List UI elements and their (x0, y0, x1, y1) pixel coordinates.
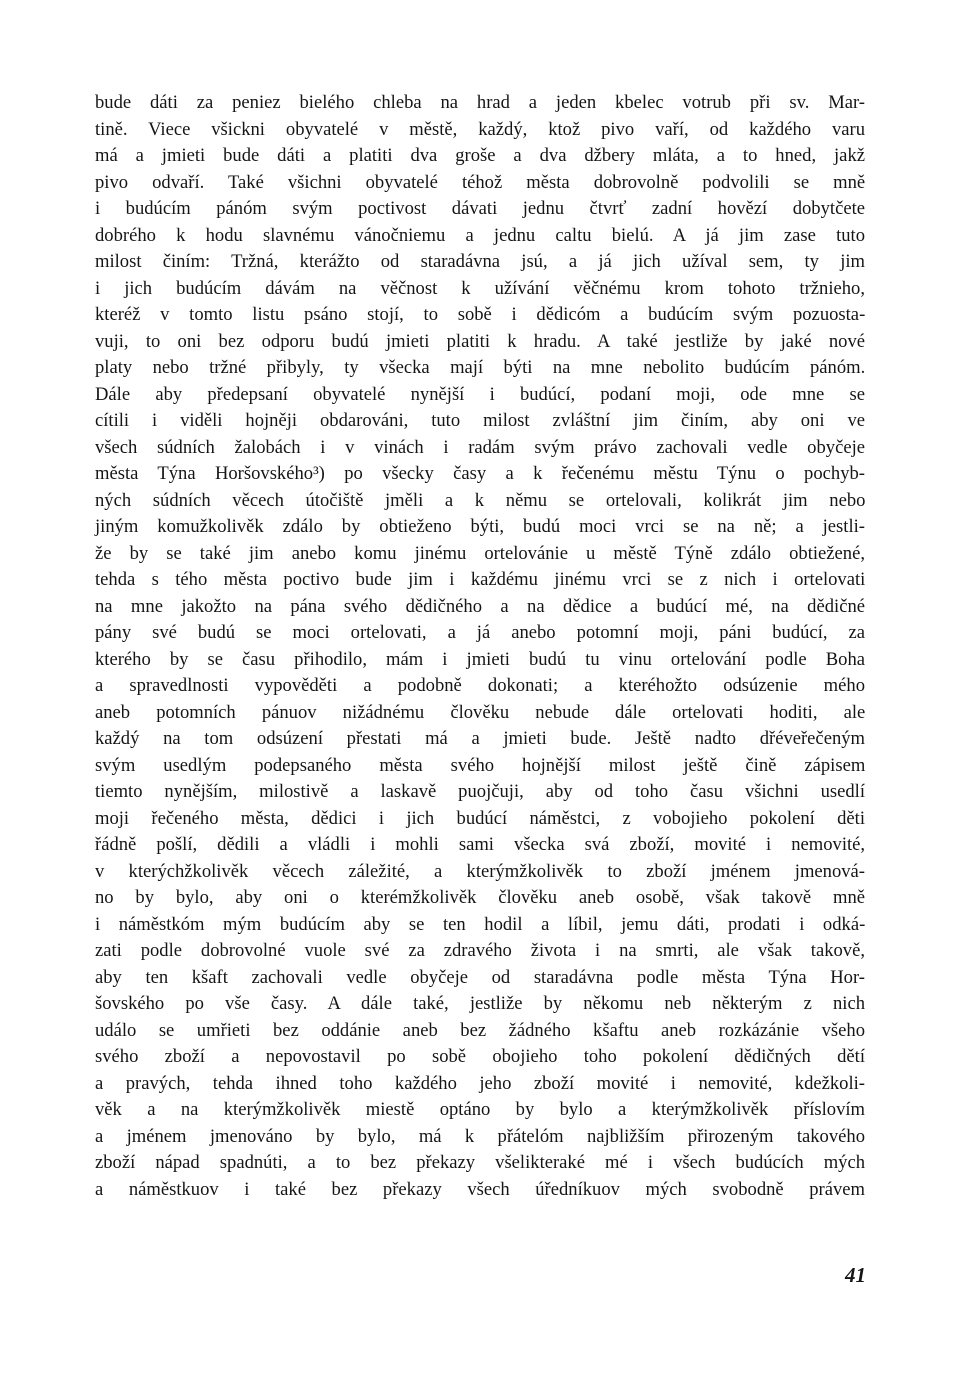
text-line: bude dáti za peniez bielého chleba na hrad a jeden kbelec votrub při sv. Mar- (95, 92, 865, 113)
text-line: vuji, to oni bez odporu budú jmieti platiti k hradu. A také jestliže by jaké nové (95, 330, 865, 352)
text-line: má a jmieti bude dáti a platiti dva groše a dva džbery mláta, a to hned, jakž (95, 145, 865, 166)
text-line: všech súdních žalobách i v vinách i radám svým právo zachovali vedle obyčeje (95, 436, 865, 458)
text-line: kterého by se času přihodilo, mám i jmieti budú tu vinu ortelování podle Boha (95, 648, 865, 670)
text-line: a náměstkuov i také bez překazy všech úředníkuov mých svobodně právem (95, 1178, 865, 1200)
text-line: kteréž v tomto listu psáno stojí, to sobě i dědicóm a budúcím svým pozuosta- (95, 304, 866, 325)
text-line: na mne jakožto na pána svého dědičného a na dědice a budúcí mé, na dědičné (95, 595, 865, 617)
text-line: a spravedlnosti vypověděti a podobně dokonati; a kteréhožto odsúzenie mého (95, 675, 865, 696)
text-line: řádně pošlí, dědili a vládli i mohli sami všecka svá zboží, movité i nemovité, (95, 834, 866, 855)
text-line: a pravých, tehda ihned toho každého jeho zboží movité i nemovité, kdežkoli- (95, 1072, 865, 1094)
text-line: pány své budú se moci ortelovati, a já anebo potomní moji, páni budúcí, za (95, 622, 865, 643)
text-line: každý na tom odsúzení přestati má a jmieti bude. Ještě nadto dřéveřečeným (95, 728, 865, 749)
text-line: tehda s tého města poctivo bude jim i každému jinému vrci se z nich i ortelovati (95, 569, 866, 590)
text-line: i náměstkóm mým budúcím aby se ten hodil a líbil, jemu dáti, prodati i odká- (95, 913, 866, 935)
text-line: moji řečeného města, dědici i jich budúcí náměstci, z vobojieho pokolení děti (95, 807, 865, 829)
text-line: pivo odvaří. Také všichni obyvatelé téhož města dobrovolně podvolili se mně (95, 171, 866, 193)
text-line: šovského po vše časy. A dále také, jestliže by někomu neb některým z nich (95, 993, 865, 1014)
text-line: jiným komužkolivěk zdálo by obtieženo býti, budú moci vrci se na ně; a jestli- (95, 516, 865, 537)
text-line: v kterýchžkolivěk věcech záležité, a kterýmžkolivěk to zboží jménem jmenová- (95, 860, 865, 882)
page-number: 41 (845, 1263, 866, 1287)
text-line: Dále aby předepsaní obyvatelé nynější i budúcí, podaní moji, ode mne se (95, 383, 865, 405)
text-line: zati podle dobrovolné vuole své za zdravého života i na smrti, ale však takově, (95, 940, 865, 961)
text-line: a jménem jmenováno by bylo, má k přátelóm najbližším přirozeným takového (95, 1125, 865, 1147)
text-line: že by se také jim anebo komu jinému ortelovánie u městě Týně zdálo obtiežené, (95, 542, 865, 564)
text-line: dobrého k hodu slavnému vánočniemu a jednu caltu bielú. A já jim zase tuto (95, 224, 866, 246)
text-line: cítili i viděli hojněji obdarováni, tuto milost zvláštní jim činím, aby oni ve (95, 410, 865, 431)
text-line: zboží nápad spadnúti, a to bez překazy všelikteraké mé i všech budúcích mých (95, 1152, 865, 1173)
text-line: ných súdních věcech útočiště jměli a k němu se ortelovali, kolikrát jim nebo (95, 489, 866, 511)
text-line: milost činím: Tržná, kterážto od staradávna jsú, a já jich užíval sem, ty jim (95, 251, 865, 272)
text-line: platy nebo tržné přibyly, ty všecka mají býti na mne nebolito budúcím pánóm. (95, 357, 866, 378)
text-line: tině. Viece všickni obyvatelé v městě, každý, ktož pivo vaří, od každého varu (95, 118, 865, 140)
body-text (95, 90, 865, 1203)
text-line: událo se umřieti bez oddánie aneb bez žádného kšaftu aneb rozkázánie všeho (95, 1019, 865, 1041)
text-line: města Týna Horšovského³) po všecky časy a k řečenému městu Týnu o pochyb- (95, 463, 865, 484)
text-line: i budúcím pánóm svým poctivost dávati jednu čtvrť zadní hovězí dobytčete (95, 198, 865, 219)
text-line: aby ten kšaft zachovali vedle obyčeje od staradávna podle města Týna Hor- (95, 966, 865, 988)
text-line: svým usedlým podepsaného města svého hojnější milost ještě čině zápisem (95, 754, 866, 776)
text-line: aneb potomních pánuov nižádnému člověku nebude dále ortelovati hoditi, ale (95, 701, 866, 723)
text-line: tiemto nynějším, milostivě a laskavě puojčuji, aby od toho času všichni usedlí (95, 781, 865, 802)
text-line: svého zboží a nepovostavil po sobě obojieho toho pokolení dědičných dětí (95, 1046, 865, 1067)
text-line: věk a na kterýmžkolivěk miestě optáno by bylo a kterýmžkolivěk příslovím (95, 1099, 865, 1120)
text-line: i jich budúcím dávám na věčnost k užívání věčnému krom tohoto tržnieho, (95, 277, 865, 299)
text-line: no by bylo, aby oni o kterémžkolivěk člověku aneb osobě, však takově mně (95, 887, 865, 908)
